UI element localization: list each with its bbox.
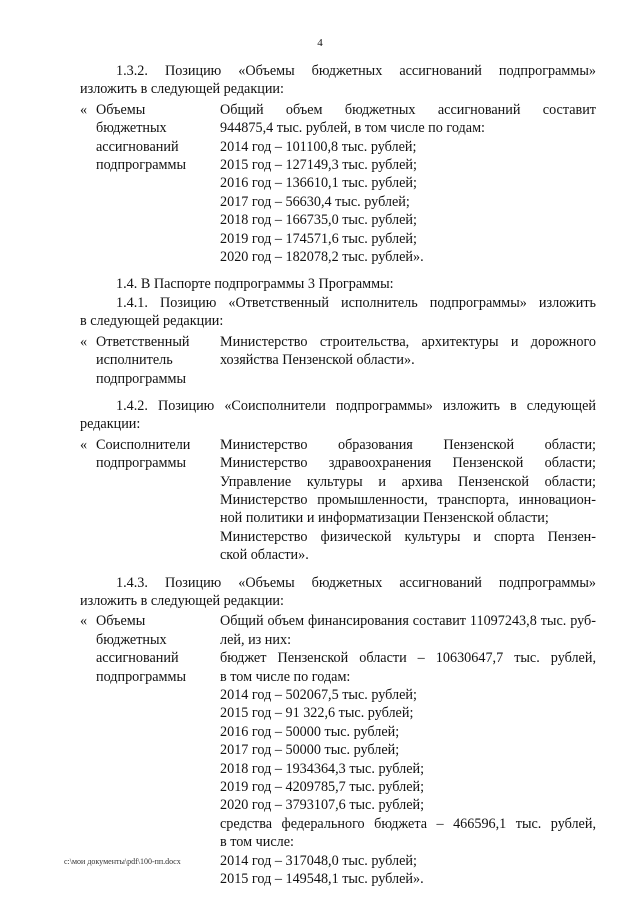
- position-value-line: лей, из них:: [220, 631, 292, 648]
- position-label: [80, 436, 220, 565]
- opening-quote: «: [80, 613, 88, 630]
- section-heading-line: изложить в следующей редакции:: [80, 592, 284, 609]
- passport-position-block: [80, 612, 596, 888]
- position-value-line: Общий объем бюджетных ассигнований составит: [220, 101, 596, 118]
- position-value-line: 2018 год – 166735,0 тыс. рублей;: [220, 212, 417, 229]
- position-value-line: 2014 год – 317048,0 тыс. рублей;: [220, 852, 417, 869]
- section-gap: [80, 266, 596, 275]
- position-label-line: подпрограммы: [96, 370, 186, 387]
- passport-position-block: [80, 436, 596, 565]
- position-value-line: 2017 год – 56630,4 тыс. рублей;: [220, 193, 410, 210]
- position-label-line: подпрограммы: [96, 157, 186, 174]
- position-value-line: 2020 год – 182078,2 тыс. рублей».: [220, 249, 424, 266]
- section-heading-line: 1.4.2. Позицию «Соисполнители подпрограммы» изложить в следующей: [116, 397, 596, 414]
- position-label-line: Объемы: [96, 101, 146, 118]
- section-heading-line: 1.4.3. Позицию «Объемы бюджетных ассигнований подпрограммы»: [116, 574, 596, 591]
- position-value-line: 2017 год – 50000 тыс. рублей;: [220, 742, 400, 759]
- page-number: 4: [317, 37, 323, 49]
- position-value-line: средства федерального бюджета – 466596,1 тыс. рублей,: [220, 815, 596, 832]
- position-value-line: бюджет Пензенской области – 10630647,7 тыс. рублей,: [220, 650, 596, 667]
- position-label: [80, 101, 220, 267]
- section-heading-line: 1.4. В Паспорте подпрограммы 3 Программы:: [116, 276, 394, 293]
- position-label-line: бюджетных: [96, 631, 167, 648]
- position-label-line: Соисполнители: [96, 436, 191, 453]
- document-body: [80, 62, 596, 888]
- position-value-line: 2015 год – 91 322,6 тыс. рублей;: [220, 705, 414, 722]
- position-label: [80, 612, 220, 888]
- position-label-line: подпрограммы: [96, 668, 186, 685]
- section-heading-line: редакции:: [80, 416, 141, 433]
- position-value-line: Министерство строительства, архитектуры и дорожного: [220, 333, 596, 350]
- section-heading-line: 1.4.1. Позицию «Ответственный исполнитель подпрограммы» изложить: [116, 294, 596, 311]
- position-value-line: в том числе по годам:: [220, 668, 351, 685]
- position-value-line: Министерство промышленности, транспорта, инновацион-: [220, 491, 596, 508]
- position-value-line: Министерство здравоохранения Пензенской области;: [220, 455, 596, 472]
- position-value-line: в том числе:: [220, 834, 294, 851]
- position-value-line: хозяйства Пензенской области».: [220, 352, 415, 369]
- position-value-line: 2014 год – 502067,5 тыс. рублей;: [220, 687, 417, 703]
- position-value-line: 2018 год – 1934364,3 тыс. рублей;: [220, 760, 425, 777]
- passport-position-block: [80, 101, 596, 267]
- opening-quote: «: [80, 436, 88, 453]
- section-heading-line: изложить в следующей редакции:: [80, 81, 284, 98]
- position-value-line: Министерство физической культуры и спорта Пензен-: [220, 528, 596, 545]
- passport-position-block: [80, 333, 596, 388]
- opening-quote: «: [80, 333, 88, 350]
- position-label-line: исполнитель: [96, 352, 173, 369]
- position-label-line: ассигнований: [96, 138, 179, 155]
- position-label-line: подпрограммы: [96, 455, 186, 472]
- position-value-line: Общий объем финансирования составит 11097243,8 тыс. руб-: [220, 613, 596, 630]
- section-heading-line: в следующей редакции:: [80, 313, 224, 330]
- position-value-line: 2014 год – 101100,8 тыс. рублей;: [220, 138, 417, 155]
- position-value-line: 2015 год – 149548,1 тыс. рублей».: [220, 871, 424, 888]
- position-value: [220, 436, 596, 565]
- position-label-line: бюджетных: [96, 120, 167, 137]
- position-value-line: Управление культуры и архива Пензенской области;: [220, 473, 596, 490]
- position-value: [220, 333, 596, 388]
- position-value-line: 2019 год – 4209785,7 тыс. рублей;: [220, 779, 425, 796]
- position-value-line: 2020 год – 3793107,6 тыс. рублей;: [220, 797, 425, 814]
- position-label: [80, 333, 220, 388]
- section-gap: [80, 388, 596, 397]
- position-value-line: 2016 год – 50000 тыс. рублей;: [220, 723, 400, 740]
- opening-quote: «: [80, 101, 88, 118]
- section-heading-line: 1.3.2. Позицию «Объемы бюджетных ассигнований подпрограммы»: [116, 63, 596, 79]
- position-value-line: 2015 год – 127149,3 тыс. рублей;: [220, 157, 417, 174]
- position-value: [220, 612, 596, 888]
- position-label-line: ассигнований: [96, 650, 179, 667]
- position-value-line: 2019 год – 174571,6 тыс. рублей;: [220, 230, 417, 247]
- position-label-line: Ответственный: [96, 333, 190, 350]
- position-value-line: Министерство образования Пензенской области;: [220, 436, 596, 453]
- position-value: [220, 101, 596, 267]
- section-gap: [80, 565, 596, 574]
- position-value-line: 2016 год – 136610,1 тыс. рублей;: [220, 175, 417, 192]
- position-value-line: ной политики и информатизации Пензенской области;: [220, 510, 549, 527]
- file-path-footer: c:\мои документы\pdf\100-пп.docx: [64, 857, 181, 866]
- position-value-line: ской области».: [220, 547, 309, 564]
- position-label-line: Объемы: [96, 613, 146, 630]
- position-value-line: 944875,4 тыс. рублей, в том числе по годам:: [220, 120, 485, 137]
